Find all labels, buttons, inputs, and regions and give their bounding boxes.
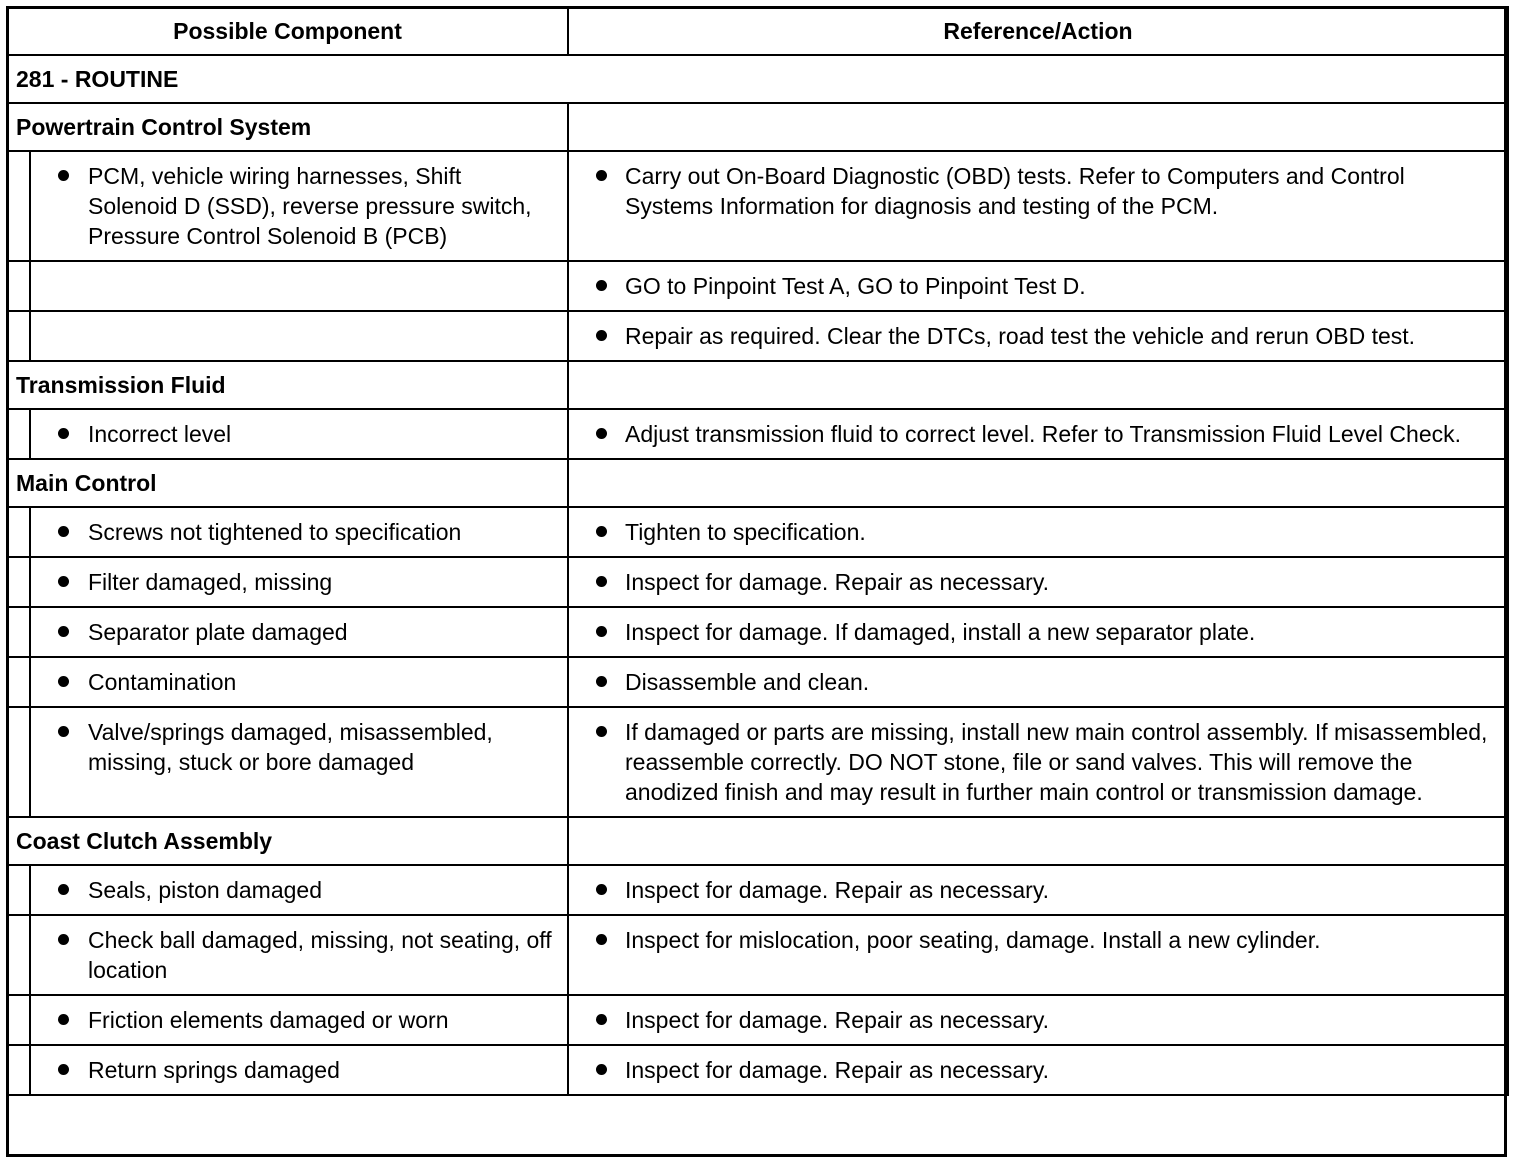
header-component: Possible Component: [7, 7, 568, 55]
component-text: Friction elements damaged or worn: [31, 996, 567, 1044]
component-text: PCM, vehicle wiring harnesses, Shift Solenoid D (SSD), reverse pressure switch, Pressure Control Solenoid B (PCB): [31, 152, 567, 260]
component-text: Valve/springs damaged, misassembled, missing, stuck or bore damaged: [31, 708, 567, 786]
action-text: Inspect for damage. If damaged, install a new separator plate.: [569, 608, 1507, 656]
table-frame: [6, 6, 1507, 1157]
action-text: Inspect for damage. Repair as necessary.: [569, 558, 1507, 606]
action-text: Inspect for damage. Repair as necessary.: [569, 996, 1507, 1044]
header-action: Reference/Action: [568, 7, 1508, 55]
section-title: Main Control: [7, 459, 568, 507]
action-text: GO to Pinpoint Test A, GO to Pinpoint Test D.: [569, 262, 1507, 310]
component-text: Check ball damaged, missing, not seating, off location: [31, 916, 567, 994]
section-title: Powertrain Control System: [7, 103, 568, 151]
action-text: Carry out On-Board Diagnostic (OBD) tests. Refer to Computers and Control Systems Information for diagnosis and testing of the PCM.: [569, 152, 1507, 230]
section-title: Transmission Fluid: [7, 361, 568, 409]
component-text: Incorrect level: [31, 410, 567, 458]
component-text: Screws not tightened to specification: [31, 508, 567, 556]
action-text: If damaged or parts are missing, install new main control assembly. If misassembled, reassemble correctly. DO NOT stone, file or sand valves. This will remove the anodized finish and may result in further main control or transmission damage.: [569, 708, 1507, 816]
section-title: Coast Clutch Assembly: [7, 817, 568, 865]
component-text: Contamination: [31, 658, 567, 706]
action-text: Disassemble and clean.: [569, 658, 1507, 706]
action-text: Adjust transmission fluid to correct level. Refer to Transmission Fluid Level Check.: [569, 410, 1507, 458]
component-text: Separator plate damaged: [31, 608, 567, 656]
action-text: Inspect for damage. Repair as necessary.: [569, 1046, 1507, 1094]
component-text: Seals, piston damaged: [31, 866, 567, 914]
action-text: Inspect for damage. Repair as necessary.: [569, 866, 1507, 914]
component-text: Return springs damaged: [31, 1046, 567, 1094]
action-text: Repair as required. Clear the DTCs, road test the vehicle and rerun OBD test.: [569, 312, 1507, 360]
action-text: Tighten to specification.: [569, 508, 1507, 556]
action-text: Inspect for mislocation, poor seating, damage. Install a new cylinder.: [569, 916, 1507, 964]
routine-label: 281 - ROUTINE: [7, 55, 1508, 103]
component-text: Filter damaged, missing: [31, 558, 567, 606]
